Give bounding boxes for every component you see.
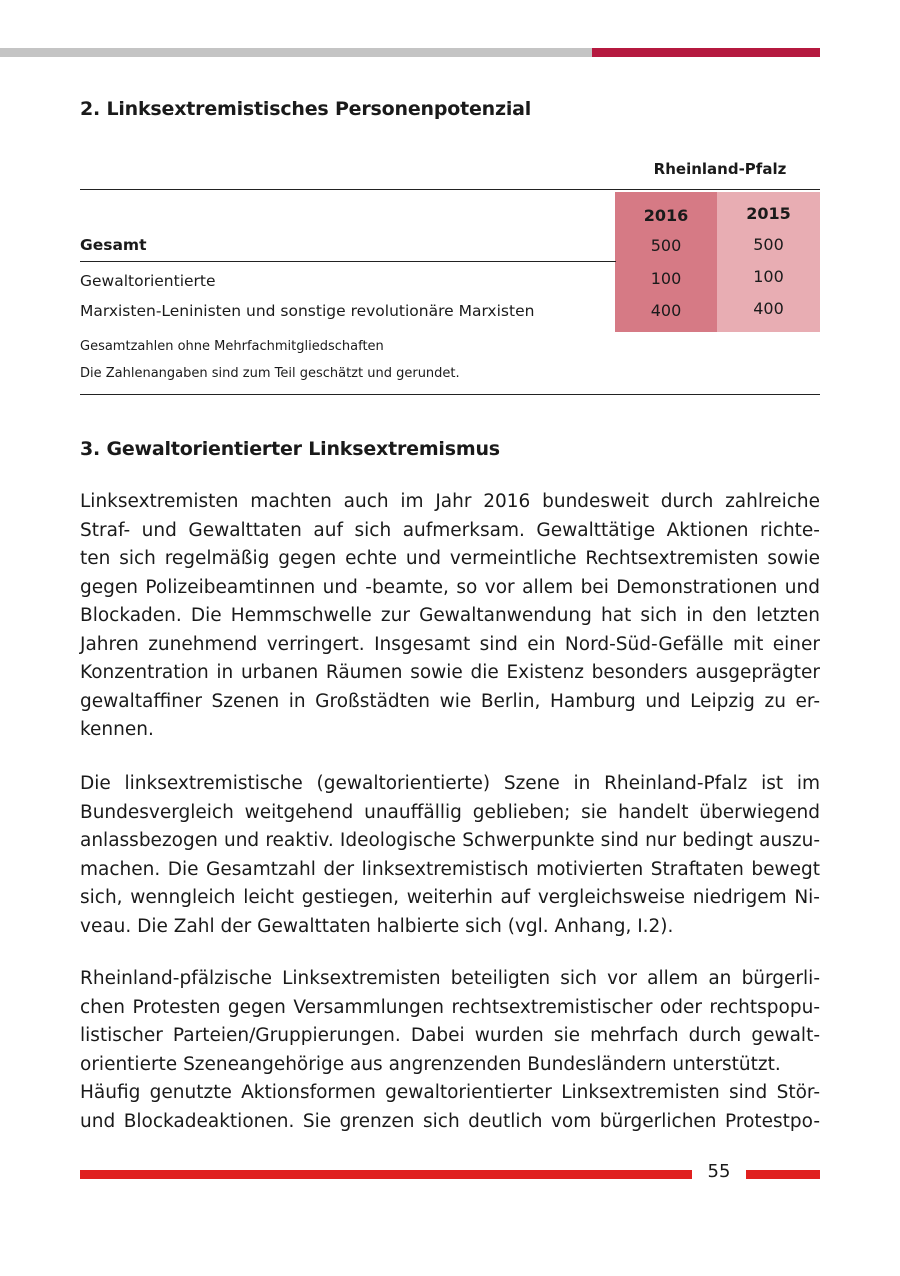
year-header-2016: 2016: [643, 206, 689, 225]
paragraph-line: Bundesvergleich weitgehend unauffällig geblieben; sie handelt überwiegend: [80, 801, 820, 823]
year-header-2015: 2015: [746, 204, 791, 223]
paragraph-line: chen Protesten gegen Versammlungen rechtsextremistischer oder rechtspopu-: [80, 996, 820, 1018]
paragraph-3: [80, 965, 820, 1136]
row-label-marxisten-leninisten: Marxisten-Leninisten und sonstige revolutionäre Marxisten: [80, 302, 535, 320]
paragraph-line: Häufig genutzte Aktionsformen gewaltorientierter Linksextremisten sind Stör-: [80, 1082, 820, 1103]
cell-marxisten-2016: 400: [650, 301, 682, 320]
paragraph-line: kennen.: [80, 719, 154, 740]
paragraph-line: anlassbezogen und reaktiv. Ideologische Schwerpunkte sind nur bedingt auszu-: [80, 830, 820, 851]
paragraph-line: ten sich regelmäßig gegen echte und vermeintliche Rechtsextremisten sowie: [80, 548, 820, 569]
cell-gewaltorientierte-2015: 100: [753, 267, 784, 286]
section-heading-gewaltorientierter-linksextremismus: 3. Gewaltorientierter Linksextremismus: [80, 438, 500, 460]
table-note-geschaetzt: Die Zahlenangaben sind zum Teil geschätzt und gerundet.: [80, 366, 460, 381]
paragraph-line: Jahren zunehmend verringert. Insgesamt sind ein Nord-Süd-Gefälle mit einer: [80, 633, 820, 655]
paragraph-2: [80, 770, 820, 941]
section-heading-personenpotenzial: 2. Linksextremistisches Personenpotenzial: [80, 98, 532, 120]
paragraph-line: Straf- und Gewalttaten auf sich aufmerksam. Gewalttätige Aktionen richte-: [80, 519, 820, 541]
cell-gesamt-2015: 500: [753, 235, 784, 254]
footer-divider-left: [80, 1170, 692, 1179]
paragraph-1: [80, 488, 820, 745]
paragraph-line: orientierte Szeneangehörige aus angrenzenden Bundesländern unterstützt.: [80, 1053, 781, 1075]
table-bottom-rule: [80, 394, 820, 395]
paragraph-line: gewaltaffiner Szenen in Großstädten wie Berlin, Hamburg und Leipzig zu er-: [80, 690, 820, 712]
cell-gesamt-2016: 500: [650, 236, 682, 255]
table-gesamt-rule: [80, 261, 616, 262]
table-note-mehrfachmitgliedschaften: Gesamtzahlen ohne Mehrfachmitgliedschaften: [80, 339, 384, 354]
top-divider-gray: [0, 48, 592, 57]
table-region-header: Rheinland-Pfalz: [653, 160, 787, 178]
paragraph-line: und Blockadeaktionen. Sie grenzen sich deutlich vom bürgerlichen Protestpo-: [80, 1110, 820, 1132]
paragraph-line: Die linksextremistische (gewaltorientierte) Szene in Rheinland-Pfalz ist im: [80, 773, 820, 794]
paragraph-line: machen. Die Gesamtzahl der linksextremistisch motivierten Straftaten bewegt: [80, 858, 820, 880]
paragraph-line: Blockaden. Die Hemmschwelle zur Gewaltanwendung hat sich in den letzten: [80, 605, 820, 626]
footer-divider-right: [746, 1170, 820, 1179]
cell-marxisten-2015: 400: [753, 299, 784, 318]
cell-gewaltorientierte-2016: 100: [650, 269, 682, 288]
paragraph-line: veau. Die Zahl der Gewalttaten halbierte sich (vgl. Anhang, I.2).: [80, 915, 674, 937]
row-label-gewaltorientierte: Gewaltorientierte: [80, 272, 216, 290]
row-label-gesamt: Gesamt: [80, 236, 147, 254]
table-top-rule: [80, 189, 820, 190]
paragraph-line: Linksextremisten machten auch im Jahr 2016 bundesweit durch zahlreiche: [80, 491, 820, 512]
paragraph-line: listischer Parteien/Gruppierungen. Dabei wurden sie mehrfach durch gewalt-: [80, 1025, 820, 1046]
paragraph-line: gegen Polizeibeamtinnen und -beamte, so vor allem bei Demonstrationen und: [80, 576, 820, 598]
paragraph-line: Konzentration in urbanen Räumen sowie die Existenz besonders ausgeprägter: [80, 662, 820, 683]
top-divider-red: [592, 48, 820, 57]
paragraph-line: Rheinland-pfälzische Linksextremisten beteiligten sich vor allem an bürgerli-: [80, 968, 820, 989]
page-number: 55: [707, 1161, 731, 1182]
paragraph-line: sich, wenngleich leicht gestiegen, weiterhin auf vergleichsweise niedrigem Ni-: [80, 887, 820, 908]
